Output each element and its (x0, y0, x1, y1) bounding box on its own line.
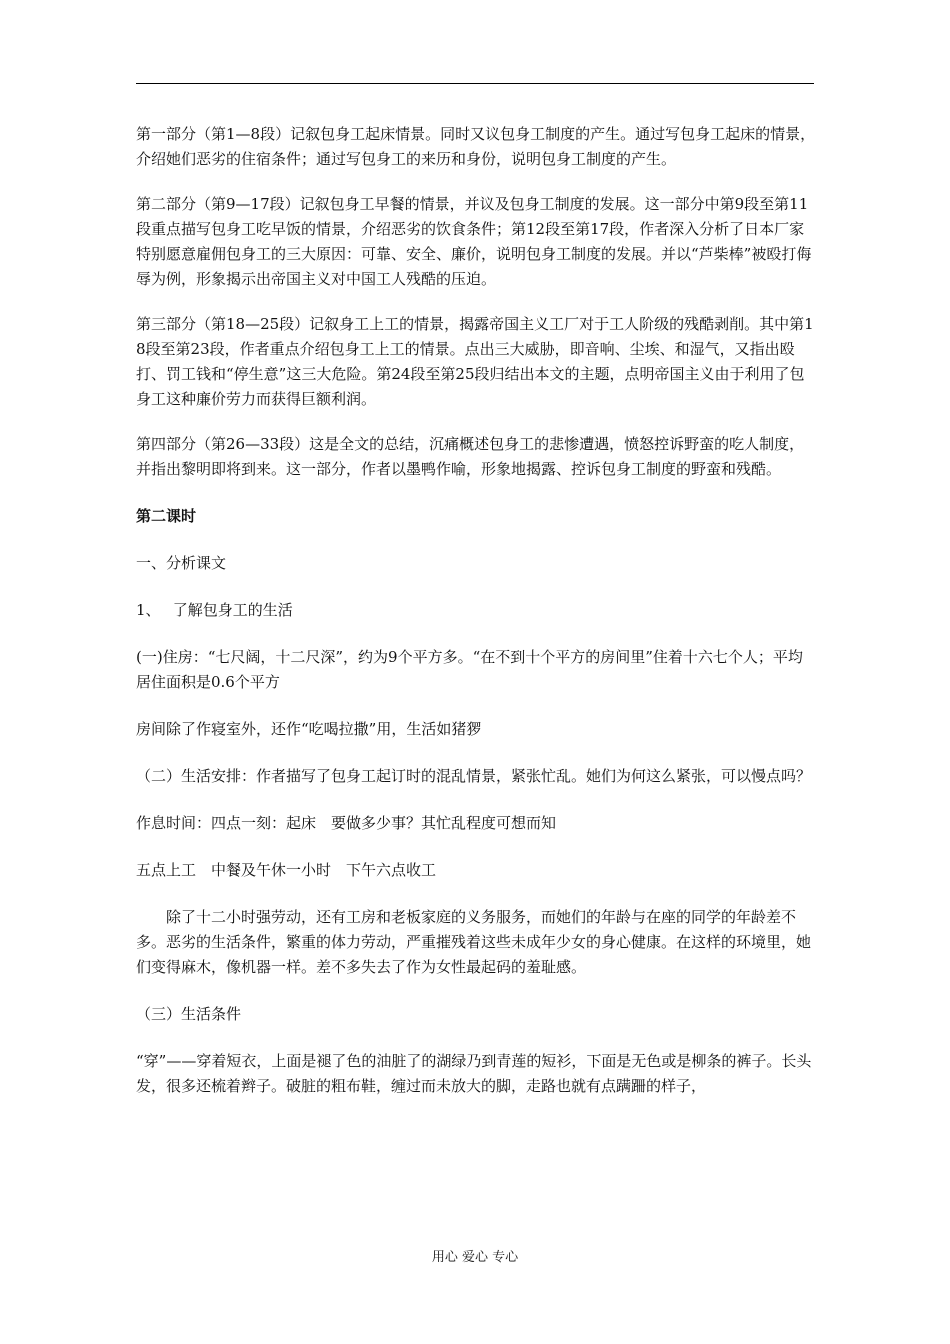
housing-note: 房间除了作寝室外，还作“吃喝拉撒”用，生活如猪猡 (136, 720, 482, 738)
conditions-heading: （三）生活条件 (136, 1005, 242, 1023)
housing-paragraph: (一)住房：“七尺阔，十二尺深”，约为9个平方多。“在不到十个平方的房间里”住着十六七个人；平均居住面积是0.6个平方 (136, 648, 803, 691)
schedule-paragraph: （二）生活安排：作者描写了包身工起订时的混乱情景，紧张忙乱。她们为何这么紧张，可以慢点吗？ (136, 767, 812, 785)
page-footer: 用心 爱心 专心 (431, 1250, 519, 1265)
document-body (136, 122, 816, 1099)
part-four-paragraph: 第四部分（第26—33段）这是全文的总结，沉痛概述包身工的悲惨遭遇，愤怒控诉野蛮的吃人制度，并指出黎明即将到来。这一部分，作者以墨鸭作喻，形象地揭露、控诉包身工制度的野蛮和残酷。 (136, 435, 805, 478)
header-rule (136, 83, 814, 84)
part-three-paragraph: 第三部分（第18—25段）记叙身工上工的情景，揭露帝国主义工厂对于工人阶级的残酷剥削。其中第18段至第23段，作者重点介绍包身工上工的情景。点出三大威胁，即音响、尘埃、和湿气，又指出殴打、罚工钱和“停生意”这三大危险。第24段至第25段归结出本文的主题，点明帝国主义由于利用了包身工这种廉价劳力而获得巨额利润。 (136, 315, 814, 408)
clothing-paragraph: “穿”——穿着短衣，上面是褪了色的油脏了的湖绿乃到青莲的短衫，下面是无色或是柳条的裤子。长头发，很多还梳着辫子。破脏的粗布鞋，缠过而未放大的脚，走路也就有点蹒跚的样子， (136, 1052, 812, 1095)
section-analysis-heading: 一、分析课文 (136, 554, 227, 572)
item-one-heading: 1、 了解包身工的生活 (136, 601, 293, 619)
rest-time-line: 作息时间：四点一刻：起床 要做多少事？其忙乱程度可想而知 (136, 814, 557, 832)
part-one-paragraph: 第一部分（第1—8段）记叙包身工起床情景。同时又议包身工制度的产生。通过写包身工起床的情景，介绍她们恶劣的住宿条件；通过写包身工的来历和身份，说明包身工制度的产生。 (136, 125, 816, 168)
part-two-paragraph: 第二部分（第9—17段）记叙包身工早餐的情景，并议及包身工制度的发展。这一部分中第9段至第11段重点描写包身工吃早饭的情景，介绍恶劣的饮食条件；第12段至第17段，作者深入分析了日本厂家特别愿意雇佣包身工的三大原因：可靠、安全、廉价，说明包身工制度的发展。并以“芦柴棒”被殴打侮辱为例，形象揭示出帝国主义对中国工人残酷的压迫。 (136, 195, 812, 288)
labor-paragraph: 除了十二小时强劳动，还有工房和老板家庭的义务服务，而她们的年龄与在座的同学的年龄差不多。恶劣的生活条件，繁重的体力劳动，严重摧残着这些未成年少女的身心健康。在这样的环境里，她们变得麻木，像机器一样。差不多失去了作为女性最起码的羞耻感。 (136, 908, 812, 976)
lesson-two-heading: 第二课时 (136, 507, 197, 525)
work-time-line: 五点上工 中餐及午休一小时 下午六点收工 (136, 861, 437, 879)
